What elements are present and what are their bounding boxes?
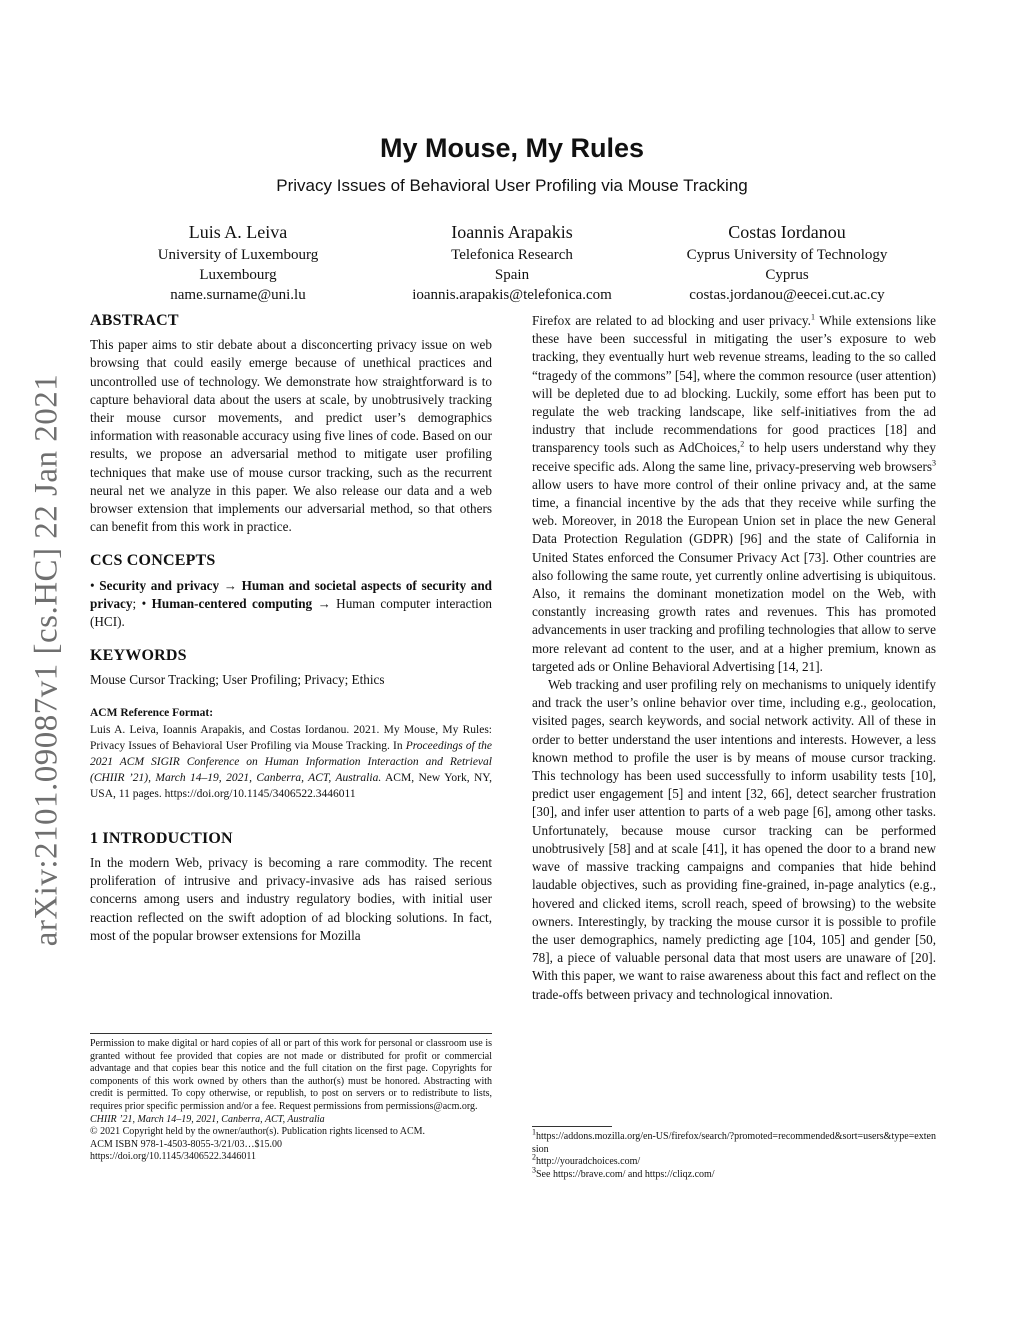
author-name: Costas Iordanou [728, 222, 846, 242]
venue-line: CHIIR ’21, March 14–19, 2021, Canberra, ACT, Australia [90, 1113, 325, 1125]
right-column [532, 312, 936, 1004]
arxiv-stamp [22, 360, 72, 960]
doi-link[interactable]: https://doi.org/10.1145/3406522.3446011 [90, 1151, 257, 1163]
introduction-text-left: In the modern Web, privacy is becoming a rare commodity. The recent proliferation of intrusive and privacy-invasive ads has raised serious concerns among users and industry regulatory bodies, with initial user reaction reflected on the swift adoption of ad blocking solutions. In fact, most of the popular browser extensions for Mozilla [90, 855, 492, 943]
permission-footer [90, 1033, 492, 1164]
arxiv-stamp-text: arXiv:2101.09087v1 [cs.HC] 22 Jan 2021 [28, 373, 65, 947]
footnote-1[interactable]: $^1$https://addons.mozilla.org/en-US/firefox/search/?promoted=recommended&sort=users&type=extension [532, 1127, 936, 1155]
footnotes [532, 1126, 936, 1181]
abstract-heading: ABSTRACT [90, 312, 179, 329]
author-name: Luis A. Leiva [188, 222, 288, 242]
copyright-line: © 2021 Copyright held by the owner/author(s). Publication rights licensed to ACM. [90, 1126, 426, 1138]
introduction-paragraph-2: Web tracking and user profiling rely on mechanisms to uniquely identify and track the user’s online behavior over time, including e.g., geolocation, visited pages, search keywords, and social network activity. All of these in order to better understand the user intentions and interests. However, a less known method to profile the user is by means of mouse cursor tracking. This technology has been used successfully to inform usability tests [10], predict user engagement [5] and intent [32, 66], detect searcher frustration [30], and infer user attention to parts of a web page [6], among other tasks. Unfortunately, because mouse cursor tracking can be performed unobtrusively [58] and at scale [41], it has opened the door to a brand new wave of massive tracking campaigns and companies that hide behind laudable objectives, such as providing fine-grained, in-page analytics (e.g., hovered and clicked items, scroll reach, speed of browsing) to the website owners. Interestingly, by tracking the mouse cursor it is possible to profile the user demographics, namely predicting age [104, 105] and gender [50, 78], a piece of valuable personal data that most users are unaware of [20]. With this paper, we want to raise awareness about this fact and reflect on the trade-offs between privacy and technological innovation. [532, 677, 936, 1002]
acm-reference-text: Luis A. Leiva, Ioannis Arapakis, and Costas Iordanou. 2021. My Mouse, My Rules: Privacy Issues of Behavioral User Profiling via Mouse Tracking. In Proceedings of the 2021 ACM SIGIR Conference on Human Information Interaction and Retrieval (CHIIR ’21), March 14–19, 2021, Canberra, ACT, Australia. ACM, New York, NY, USA, 11 pages. https://doi.org/10.1145/3406522.3446011 [90, 723, 492, 800]
author-affiliation: Telefonica Research [451, 247, 573, 263]
introduction-paragraph-1: Firefox are related to ad blocking and user privacy.$^1$ While extensions like these have been successful in mitigating the user’s exposure to web tracking, they eventually hurt web revenue streams, leading to the so called “tragedy of the commons” [54], where the common resource (user attention) will be depleted due to ad blocking. Luckily, some effort has been put to regulate the web tracking landscape, like self-initiatives from the ad industry that include recommendations for good practices [18] and transparency tools such as AdChoices,$^2$ to help users understand why they receive specific ads. Along the same line, privacy-preserving web browsers$^3$ allow users to have more control of their online privacy and, at the same time, a financial incentive by the ads that they receive while surfing the web. Moreover, in 2018 the European Union set in place the new General Data Protection Regulation (GDPR) [96] and the state of California in United States enforced the Consumer Privacy Act [73]. Other countries are also following the same route, yet currently online advertising is ubiquitous. Also, it remains the dominant monetization model on the Web, with constantly increasing growth rates and revenues. This has promoted advancements in user tracking and profiling technologies that allow to serve more relevant ad content to the user, and at a higher premium, known as targeted ads or Online Behavioral Advertising [14, 21]. [532, 312, 936, 674]
ccs-text: • Security and privacy → Human and societal aspects of security and privacy; • Human-centered computing → Human computer interaction (HCI). [90, 577, 493, 630]
keywords-text: Mouse Cursor Tracking; User Profiling; Privacy; Ethics [90, 672, 385, 688]
footnote-divider [532, 1126, 612, 1127]
author-email[interactable]: ioannis.arapakis@telefonica.com [412, 287, 612, 303]
footer-divider [90, 1033, 492, 1034]
author-block [637, 219, 937, 305]
author-block [362, 219, 662, 305]
author-email[interactable]: costas.jordanou@eecei.cut.ac.cy [689, 287, 885, 303]
isbn-line: ACM ISBN 978-1-4503-8055-3/21/03…$15.00 [90, 1138, 282, 1150]
author-affiliation: Cyprus University of Technology [686, 247, 888, 263]
author-affiliation: University of Luxembourg [157, 247, 319, 263]
author-country: Cyprus [765, 267, 809, 283]
paper-title: My Mouse, My Rules [379, 133, 645, 163]
author-email[interactable]: name.surname@uni.lu [170, 287, 306, 303]
footnote-mark: 1 [810, 312, 815, 322]
permission-text: Permission to make digital or hard copies of all or part of this work for personal or classroom use is granted without fee provided that copies are not made or distributed for profit or commercial advantage and that copies bear this notice and the full citation on the first page. Copyrights for components of this work owned by others than the author(s) must be honored. Abstracting with credit is permitted. To copy otherwise, or republish, to post on servers or to redistribute to lists, requires prior specific permission and/or a fee. Request permissions from permissions@acm.org. [90, 1038, 492, 1112]
author-name: Ioannis Arapakis [451, 222, 573, 242]
paper-subtitle: Privacy Issues of Behavioral User Profiling via Mouse Tracking [276, 176, 748, 195]
author-country: Luxembourg [199, 267, 277, 283]
acm-reference-heading: ACM Reference Format: [90, 706, 214, 719]
keywords-heading: KEYWORDS [90, 647, 187, 665]
left-column [90, 312, 492, 945]
abstract-text: This paper aims to stir debate about a disconcerting privacy issue on web browsing that could easily emerge because of unethical practices and uncontrolled use of technology. We demonstrate how straightforward is to capture behavioral data about the users at scale, by unobtrusively tracking their mouse cursor movements, and predict user’s demographics information with reasonable accuracy using five lines of code. Based on our results, we propose an adversarial method to mitigate user profiling techniques that make use of mouse cursor tracking, such as the recurrent neural net we analyze in this paper. We also release our data and a web browser extension that implements our adversarial method, so that others can benefit from this work in practice. [90, 337, 492, 535]
footnote-2[interactable]: $^2$http://youradchoices.com/ [532, 1152, 641, 1168]
ccs-heading: CCS CONCEPTS [90, 552, 216, 570]
introduction-heading: 1 INTRODUCTION [90, 829, 233, 847]
footnote-mark: 3 [932, 458, 936, 468]
footnote-mark: 2 [740, 440, 745, 450]
footnote-3[interactable]: $^3$See https://brave.com/ and https://cliqz.com/ [532, 1165, 715, 1180]
author-block [88, 219, 388, 305]
author-country: Spain [494, 267, 530, 283]
